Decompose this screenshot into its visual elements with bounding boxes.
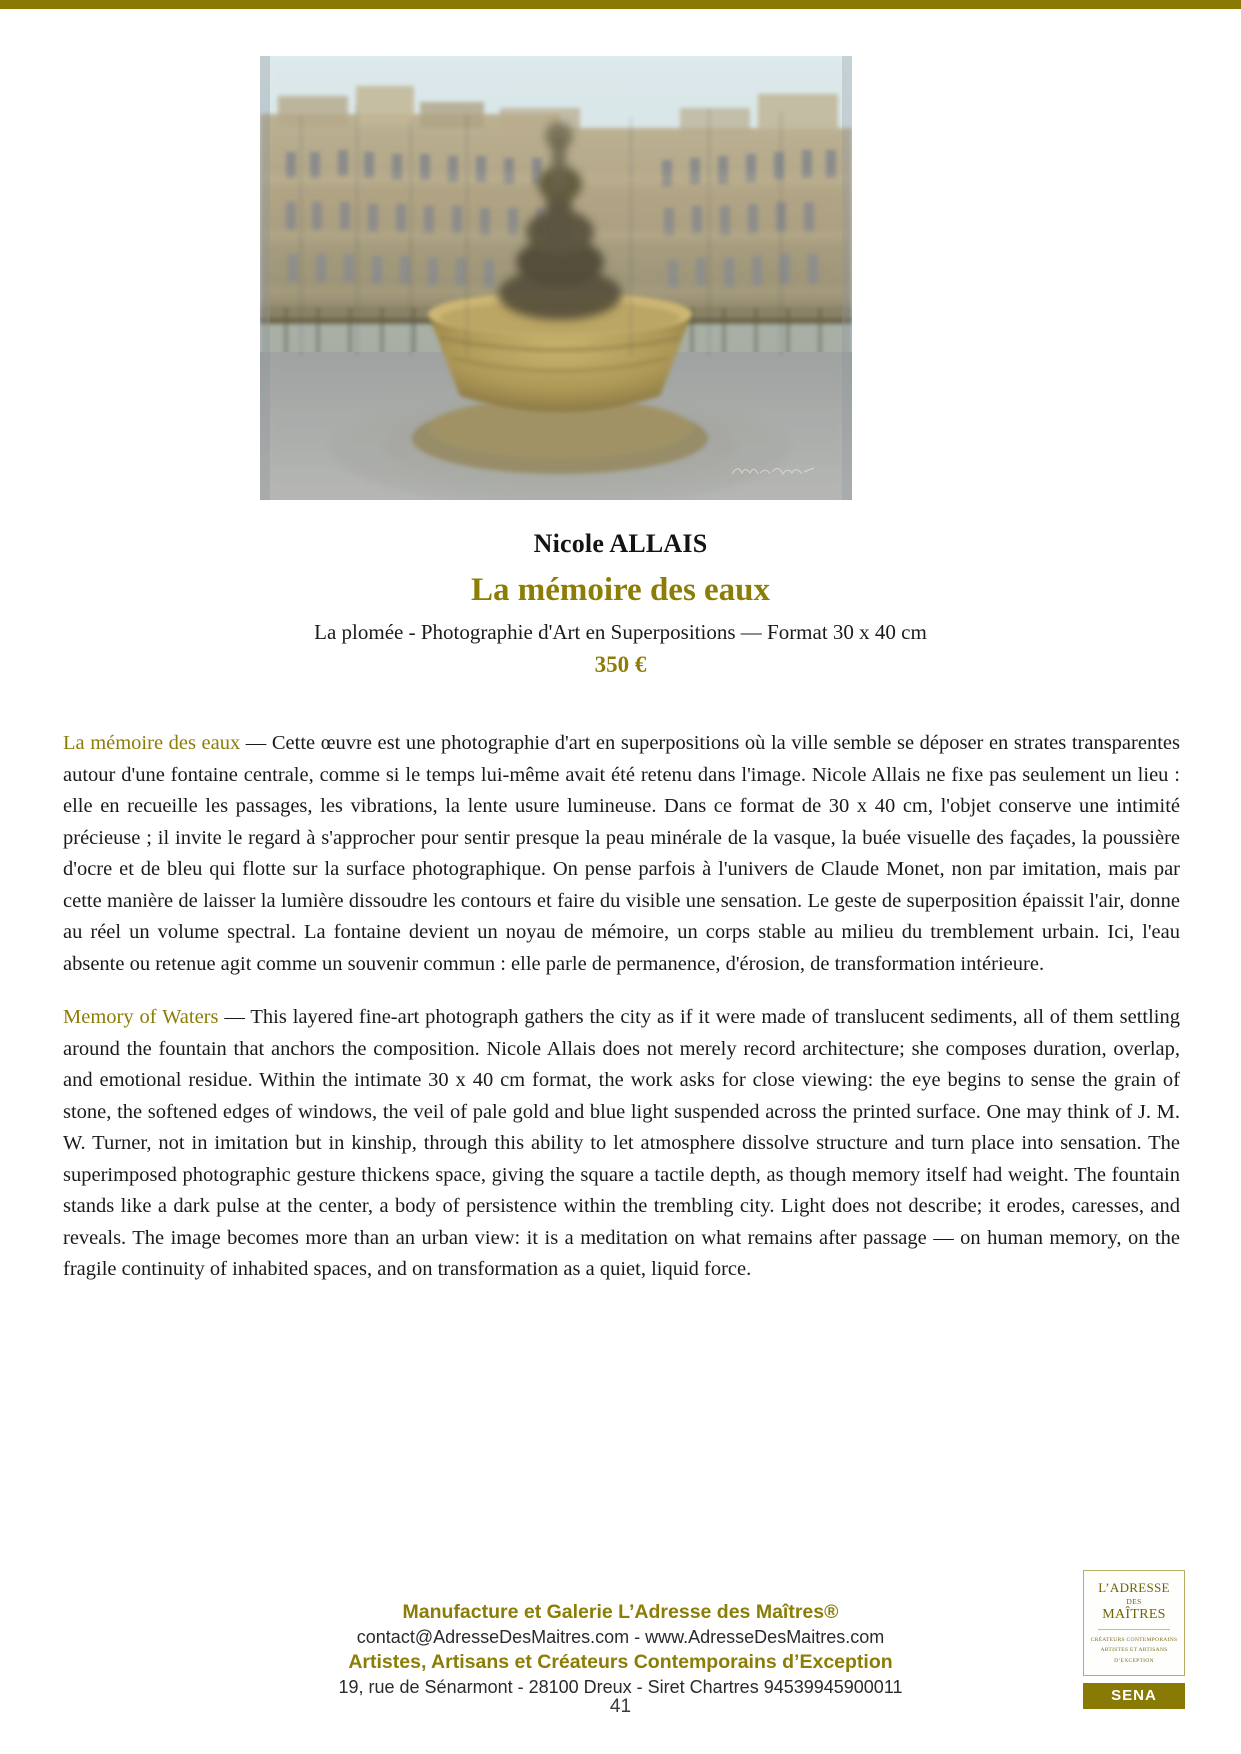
description-section	[63, 728, 1180, 1286]
artwork-header	[0, 528, 1241, 680]
lead-in-fr: La mémoire des eaux	[63, 732, 241, 754]
logo-card	[1083, 1570, 1185, 1676]
logo-sub-createurs: CRÉATEURS CONTEMPORAINS	[1090, 1636, 1178, 1643]
logo-sub-exception: D’EXCEPTION	[1114, 1657, 1154, 1664]
fountain-superposition-photograph	[260, 56, 852, 500]
brand-logo-block	[1083, 1570, 1185, 1709]
artist-name: Nicole ALLAIS	[533, 529, 708, 558]
logo-line-des: DES	[1126, 1596, 1142, 1606]
page-title: La mémoire des eaux	[470, 571, 771, 608]
footer-contact[interactable]: contact@AdresseDesMaitres.com - www.AdresseDesMaitres.com	[356, 1626, 885, 1647]
description-paragraph-fr	[63, 728, 1180, 980]
work-subtitle: La plomée - Photographie d'Art en Superpositions — Format 30 x 40 cm	[314, 620, 927, 645]
artist-signature	[730, 462, 816, 478]
artwork-image	[260, 56, 852, 500]
lead-in-en: Memory of Waters	[63, 1006, 219, 1028]
price-label: 350 €	[594, 652, 647, 678]
logo-divider	[1098, 1629, 1170, 1630]
description-paragraph-en	[63, 1002, 1180, 1286]
footer-address: 19, rue de Sénarmont - 28100 Dreux - Siret Chartres 94539945900011	[338, 1676, 903, 1697]
artwork-figure	[260, 56, 852, 500]
description-text-fr: — Cette œuvre est une photographie d'art en superpositions où la ville semble se déposer en strates transparentes autour d'une fontaine centrale, comme si le temps lui-même avait été retenu dans l'image. Nicole Allais ne fixe pas seulement un lieu : elle en recueille les passages, les vibrations, la lente usure lumineuse. Dans ce format de 30 x 40 cm, l'objet conserve une intimité précieuse ; il invite le regard à s'approcher pour sentir presque la peau minérale de la vasque, la buée visuelle des façades, la poussière d'ocre et de bleu qui flotte sur la surface photographique. On pense parfois à l'univers de Claude Monet, non par imitation, mais par cette manière de laisser la lumière dissoudre les contours et faire du visible une sensation. Le geste de superposition épaissit l'air, donne au réel un volume spectral. La fontaine devient un noyau de mémoire, un corps stable au milieu du tremblement urbain. Ici, l'eau absente ou retenue agit comme un souvenir commun : elle parle de permanence, d'érosion, de transformation intérieure.	[63, 732, 1180, 975]
logo-sub-artistes: ARTISTES ET ARTISANS	[1100, 1647, 1168, 1654]
page-footer	[0, 1600, 1241, 1700]
page-number: 41	[609, 1696, 632, 1717]
logo-line-maitres: MAÎTRES	[1102, 1606, 1166, 1622]
top-gold-rule	[0, 0, 1241, 9]
description-text-en: — This layered fine-art photograph gathers the city as if it were made of translucent sediments, all of them settling around the fountain that anchors the composition. Nicole Allais does not merely record architecture; she composes duration, overlap, and emotional residue. Within the intimate 30 x 40 cm format, the work asks for close viewing: the eye begins to sense the grain of stone, the softened edges of windows, the veil of pale gold and blue light suspended across the printed surface. One may think of J. M. W. Turner, not in imitation but in kinship, through this ability to let atmosphere dissolve structure and turn place into sensation. The superimposed photographic gesture thickens space, giving the square a tactile depth, as though memory itself had weight. The fountain stands like a dark pulse at the center, a body of persistence within the trembling city. Light does not describe; it erodes, caresses, and reveals. The image becomes more than an urban view: it is a meditation on what remains after passage — on human memory, on the fragile continuity of inhabited spaces, and on transformation as a quiet, liquid force.	[63, 1006, 1180, 1280]
footer-company-name: Manufacture et Galerie L’Adresse des Maîtres®	[402, 1601, 839, 1623]
sena-badge: SENA	[1083, 1683, 1185, 1709]
footer-tagline: Artistes, Artisans et Créateurs Contemporains d’Exception	[348, 1650, 893, 1673]
logo-line-adresse: L’ADRESSE	[1098, 1580, 1170, 1595]
